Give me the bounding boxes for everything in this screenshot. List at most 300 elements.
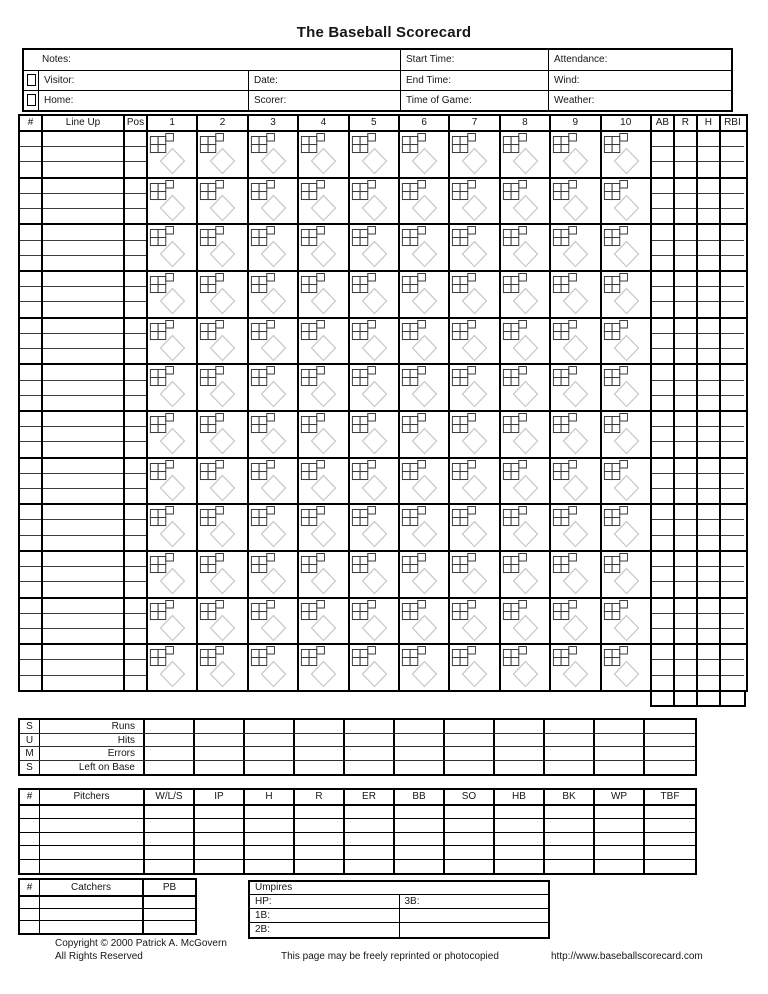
batter-rbi-cell[interactable] [721, 567, 744, 582]
batter-r-cell[interactable] [675, 582, 696, 596]
sums-value-cell[interactable] [545, 761, 595, 775]
at-bat-cell-inning-3[interactable] [249, 459, 299, 504]
pitcher-cell[interactable] [495, 860, 545, 873]
sums-value-cell[interactable] [295, 734, 345, 747]
pitcher-cell[interactable] [445, 860, 495, 873]
batter-ab-cell[interactable] [652, 287, 673, 302]
batter-position-cell[interactable] [125, 520, 146, 535]
at-bat-cell-inning-3[interactable] [249, 319, 299, 364]
pitcher-cell[interactable] [595, 819, 645, 831]
batter-r-cell[interactable] [675, 489, 696, 503]
batter-number-cell[interactable] [20, 412, 41, 427]
at-bat-cell-inning-2[interactable] [198, 365, 248, 410]
batter-number-cell[interactable] [20, 645, 41, 660]
at-bat-cell-inning-7[interactable] [450, 319, 500, 364]
batter-ab-cell[interactable] [652, 162, 673, 176]
time-of-game-field[interactable] [400, 91, 548, 110]
batter-name-cell[interactable] [43, 241, 123, 256]
pitcher-cell[interactable] [445, 846, 495, 858]
at-bat-cell-inning-8[interactable] [501, 225, 551, 270]
at-bat-cell-inning-4[interactable] [299, 179, 349, 224]
at-bat-cell-inning-3[interactable] [249, 365, 299, 410]
batter-h-cell[interactable] [698, 349, 719, 363]
batter-h-cell[interactable] [698, 582, 719, 596]
pitcher-cell[interactable] [20, 846, 40, 858]
batter-h-cell[interactable] [698, 194, 719, 209]
batter-name-cell[interactable] [43, 162, 123, 176]
batter-ab-cell[interactable] [652, 381, 673, 396]
at-bat-cell-inning-9[interactable] [551, 132, 601, 177]
at-bat-cell-inning-7[interactable] [450, 132, 500, 177]
at-bat-cell-inning-5[interactable] [350, 272, 400, 317]
end-time-field[interactable] [400, 71, 548, 90]
pitcher-cell[interactable] [295, 819, 345, 831]
pitcher-cell[interactable] [295, 860, 345, 873]
at-bat-cell-inning-4[interactable] [299, 599, 349, 644]
pitcher-cell[interactable] [645, 806, 695, 818]
batter-r-cell[interactable] [675, 552, 696, 567]
at-bat-cell-inning-4[interactable] [299, 272, 349, 317]
batter-position-cell[interactable] [125, 241, 146, 256]
batter-r-cell[interactable] [675, 179, 696, 194]
batter-position-cell[interactable] [125, 132, 146, 147]
batter-r-cell[interactable] [675, 302, 696, 316]
at-bat-cell-inning-10[interactable] [602, 132, 652, 177]
at-bat-cell-inning-9[interactable] [551, 365, 601, 410]
at-bat-cell-inning-1[interactable] [148, 505, 198, 550]
batter-position-cell[interactable] [125, 459, 146, 474]
pitcher-cell[interactable] [245, 819, 295, 831]
at-bat-cell-inning-6[interactable] [400, 225, 450, 270]
batter-rbi-cell[interactable] [721, 459, 744, 474]
batter-position-cell[interactable] [125, 505, 146, 520]
batter-rbi-cell[interactable] [721, 319, 744, 334]
at-bat-cell-inning-1[interactable] [148, 319, 198, 364]
batter-position-cell[interactable] [125, 489, 146, 503]
at-bat-cell-inning-4[interactable] [299, 412, 349, 457]
pitcher-cell[interactable] [245, 846, 295, 858]
batter-position-cell[interactable] [125, 365, 146, 380]
sums-value-cell[interactable] [595, 761, 645, 775]
pitcher-cell[interactable] [645, 833, 695, 845]
pitcher-cell[interactable] [20, 833, 40, 845]
batter-ab-cell[interactable] [652, 427, 673, 442]
sums-value-cell[interactable] [495, 761, 545, 775]
batter-r-cell[interactable] [675, 474, 696, 489]
batter-r-cell[interactable] [675, 334, 696, 349]
batter-position-cell[interactable] [125, 287, 146, 302]
at-bat-cell-inning-3[interactable] [249, 272, 299, 317]
batter-name-cell[interactable] [43, 582, 123, 596]
batter-number-cell[interactable] [20, 241, 41, 256]
batter-position-cell[interactable] [125, 349, 146, 363]
sums-value-cell[interactable] [395, 720, 445, 733]
sums-value-cell[interactable] [545, 720, 595, 733]
pitcher-cell[interactable] [20, 860, 40, 873]
batter-r-cell[interactable] [675, 319, 696, 334]
batter-h-cell[interactable] [698, 536, 719, 550]
batter-position-cell[interactable] [125, 334, 146, 349]
batter-number-cell[interactable] [20, 287, 41, 302]
at-bat-cell-inning-5[interactable] [350, 412, 400, 457]
batter-name-cell[interactable] [43, 334, 123, 349]
batter-number-cell[interactable] [20, 319, 41, 334]
sums-value-cell[interactable] [395, 734, 445, 747]
batter-number-cell[interactable] [20, 381, 41, 396]
at-bat-cell-inning-8[interactable] [501, 132, 551, 177]
batter-h-cell[interactable] [698, 505, 719, 520]
sums-value-cell[interactable] [595, 734, 645, 747]
pitcher-cell[interactable] [395, 860, 445, 873]
batter-position-cell[interactable] [125, 536, 146, 550]
pitcher-cell[interactable] [295, 833, 345, 845]
attendance-field[interactable] [548, 50, 731, 70]
pitcher-cell[interactable] [345, 806, 395, 818]
at-bat-cell-inning-10[interactable] [602, 599, 652, 644]
batter-position-cell[interactable] [125, 676, 146, 690]
batter-rbi-cell[interactable] [721, 162, 744, 176]
batter-number-cell[interactable] [20, 442, 41, 456]
batter-rbi-cell[interactable] [721, 396, 744, 410]
at-bat-cell-inning-5[interactable] [350, 365, 400, 410]
batter-h-cell[interactable] [698, 412, 719, 427]
at-bat-cell-inning-2[interactable] [198, 552, 248, 597]
batter-ab-cell[interactable] [652, 582, 673, 596]
batter-h-cell[interactable] [698, 599, 719, 614]
batter-ab-cell[interactable] [652, 132, 673, 147]
batter-r-cell[interactable] [675, 567, 696, 582]
pitcher-cell[interactable] [195, 806, 245, 818]
batter-number-cell[interactable] [20, 209, 41, 223]
pitcher-cell[interactable] [195, 819, 245, 831]
batter-number-cell[interactable] [20, 396, 41, 410]
batter-name-cell[interactable] [43, 676, 123, 690]
batter-rbi-cell[interactable] [721, 582, 744, 596]
batter-name-cell[interactable] [43, 272, 123, 287]
sums-value-cell[interactable] [445, 720, 495, 733]
sums-value-cell[interactable] [195, 720, 245, 733]
batter-ab-cell[interactable] [652, 349, 673, 363]
batter-position-cell[interactable] [125, 582, 146, 596]
batter-r-cell[interactable] [675, 442, 696, 456]
batter-name-cell[interactable] [43, 489, 123, 503]
batter-ab-cell[interactable] [652, 225, 673, 240]
at-bat-cell-inning-8[interactable] [501, 319, 551, 364]
batter-ab-cell[interactable] [652, 629, 673, 643]
at-bat-cell-inning-6[interactable] [400, 412, 450, 457]
batter-h-cell[interactable] [698, 645, 719, 660]
at-bat-cell-inning-10[interactable] [602, 505, 652, 550]
batter-rbi-cell[interactable] [721, 489, 744, 503]
2b-umpire-field[interactable] [250, 923, 399, 937]
at-bat-cell-inning-4[interactable] [299, 225, 349, 270]
at-bat-cell-inning-7[interactable] [450, 272, 500, 317]
batter-ab-cell[interactable] [652, 567, 673, 582]
sums-value-cell[interactable] [545, 747, 595, 760]
batter-h-cell[interactable] [698, 614, 719, 629]
batter-number-cell[interactable] [20, 489, 41, 503]
pitcher-cell[interactable] [40, 846, 145, 858]
at-bat-cell-inning-4[interactable] [299, 505, 349, 550]
batter-rbi-cell[interactable] [721, 614, 744, 629]
at-bat-cell-inning-2[interactable] [198, 132, 248, 177]
batter-h-cell[interactable] [698, 459, 719, 474]
batter-rbi-cell[interactable] [721, 272, 744, 287]
at-bat-cell-inning-9[interactable] [551, 645, 601, 690]
batter-position-cell[interactable] [125, 412, 146, 427]
batter-name-cell[interactable] [43, 552, 123, 567]
sums-value-cell[interactable] [195, 734, 245, 747]
batter-ab-cell[interactable] [652, 194, 673, 209]
sums-value-cell[interactable] [145, 734, 195, 747]
at-bat-cell-inning-4[interactable] [299, 319, 349, 364]
batter-ab-cell[interactable] [652, 536, 673, 550]
at-bat-cell-inning-6[interactable] [400, 319, 450, 364]
batter-ab-cell[interactable] [652, 459, 673, 474]
pitcher-cell[interactable] [345, 833, 395, 845]
pitcher-cell[interactable] [595, 846, 645, 858]
pitcher-cell[interactable] [445, 806, 495, 818]
batter-position-cell[interactable] [125, 629, 146, 643]
batter-h-cell[interactable] [698, 396, 719, 410]
batter-position-cell[interactable] [125, 194, 146, 209]
sums-value-cell[interactable] [245, 734, 295, 747]
batter-ab-cell[interactable] [652, 396, 673, 410]
batter-number-cell[interactable] [20, 536, 41, 550]
pitcher-cell[interactable] [545, 819, 595, 831]
batter-number-cell[interactable] [20, 505, 41, 520]
batter-number-cell[interactable] [20, 676, 41, 690]
at-bat-cell-inning-1[interactable] [148, 552, 198, 597]
at-bat-cell-inning-10[interactable] [602, 459, 652, 504]
date-field[interactable] [248, 71, 400, 90]
at-bat-cell-inning-10[interactable] [602, 552, 652, 597]
batter-name-cell[interactable] [43, 614, 123, 629]
at-bat-cell-inning-9[interactable] [551, 552, 601, 597]
batter-name-cell[interactable] [43, 132, 123, 147]
at-bat-cell-inning-10[interactable] [602, 179, 652, 224]
batter-position-cell[interactable] [125, 147, 146, 162]
batter-ab-cell[interactable] [652, 599, 673, 614]
batter-rbi-cell[interactable] [721, 334, 744, 349]
batter-h-cell[interactable] [698, 489, 719, 503]
batter-h-cell[interactable] [698, 660, 719, 675]
batter-ab-cell[interactable] [652, 660, 673, 675]
batter-position-cell[interactable] [125, 381, 146, 396]
at-bat-cell-inning-9[interactable] [551, 319, 601, 364]
batter-position-cell[interactable] [125, 162, 146, 176]
pitcher-cell[interactable] [595, 806, 645, 818]
sums-value-cell[interactable] [145, 720, 195, 733]
sums-value-cell[interactable] [295, 720, 345, 733]
batter-r-cell[interactable] [675, 520, 696, 535]
pitcher-cell[interactable] [645, 819, 695, 831]
batter-rbi-cell[interactable] [721, 552, 744, 567]
at-bat-cell-inning-1[interactable] [148, 645, 198, 690]
batter-rbi-cell[interactable] [721, 599, 744, 614]
at-bat-cell-inning-10[interactable] [602, 365, 652, 410]
batter-rbi-cell[interactable] [721, 520, 744, 535]
batter-h-cell[interactable] [698, 427, 719, 442]
batter-h-cell[interactable] [698, 132, 719, 147]
batter-name-cell[interactable] [43, 319, 123, 334]
batter-number-cell[interactable] [20, 520, 41, 535]
at-bat-cell-inning-4[interactable] [299, 552, 349, 597]
batter-position-cell[interactable] [125, 567, 146, 582]
1b-umpire-field[interactable] [250, 909, 399, 922]
at-bat-cell-inning-7[interactable] [450, 505, 500, 550]
pitcher-cell[interactable] [545, 846, 595, 858]
batter-h-cell[interactable] [698, 365, 719, 380]
at-bat-cell-inning-3[interactable] [249, 179, 299, 224]
at-bat-cell-inning-4[interactable] [299, 132, 349, 177]
batter-rbi-cell[interactable] [721, 179, 744, 194]
at-bat-cell-inning-9[interactable] [551, 412, 601, 457]
at-bat-cell-inning-3[interactable] [249, 505, 299, 550]
batter-h-cell[interactable] [698, 302, 719, 316]
at-bat-cell-inning-6[interactable] [400, 552, 450, 597]
sums-value-cell[interactable] [445, 734, 495, 747]
sums-value-cell[interactable] [645, 734, 695, 747]
batter-h-cell[interactable] [698, 179, 719, 194]
at-bat-cell-inning-4[interactable] [299, 365, 349, 410]
batter-r-cell[interactable] [675, 365, 696, 380]
batter-r-cell[interactable] [675, 209, 696, 223]
batter-h-cell[interactable] [698, 676, 719, 690]
catcher-cell[interactable] [144, 921, 195, 933]
batter-number-cell[interactable] [20, 582, 41, 596]
batter-rbi-cell[interactable] [721, 381, 744, 396]
pitcher-cell[interactable] [495, 833, 545, 845]
at-bat-cell-inning-5[interactable] [350, 599, 400, 644]
batter-number-cell[interactable] [20, 552, 41, 567]
pitcher-cell[interactable] [645, 846, 695, 858]
batter-number-cell[interactable] [20, 302, 41, 316]
batter-h-cell[interactable] [698, 381, 719, 396]
pitcher-cell[interactable] [145, 806, 195, 818]
at-bat-cell-inning-10[interactable] [602, 319, 652, 364]
at-bat-cell-inning-5[interactable] [350, 459, 400, 504]
at-bat-cell-inning-9[interactable] [551, 179, 601, 224]
umpire-extra-field-1[interactable] [399, 909, 549, 922]
sums-value-cell[interactable] [195, 747, 245, 760]
at-bat-cell-inning-9[interactable] [551, 459, 601, 504]
at-bat-cell-inning-10[interactable] [602, 645, 652, 690]
batter-name-cell[interactable] [43, 629, 123, 643]
sums-value-cell[interactable] [395, 761, 445, 775]
total-r-cell[interactable] [675, 692, 698, 705]
at-bat-cell-inning-1[interactable] [148, 179, 198, 224]
batter-name-cell[interactable] [43, 427, 123, 442]
at-bat-cell-inning-3[interactable] [249, 645, 299, 690]
batter-name-cell[interactable] [43, 536, 123, 550]
at-bat-cell-inning-2[interactable] [198, 599, 248, 644]
weather-field[interactable] [548, 91, 731, 110]
at-bat-cell-inning-7[interactable] [450, 459, 500, 504]
batter-h-cell[interactable] [698, 552, 719, 567]
catcher-cell[interactable] [20, 909, 40, 920]
batter-number-cell[interactable] [20, 256, 41, 270]
batter-ab-cell[interactable] [652, 241, 673, 256]
sums-value-cell[interactable] [645, 720, 695, 733]
pitcher-cell[interactable] [195, 860, 245, 873]
batter-ab-cell[interactable] [652, 319, 673, 334]
at-bat-cell-inning-9[interactable] [551, 225, 601, 270]
batter-position-cell[interactable] [125, 179, 146, 194]
pitcher-cell[interactable] [595, 860, 645, 873]
batter-name-cell[interactable] [43, 567, 123, 582]
batter-name-cell[interactable] [43, 194, 123, 209]
catcher-cell[interactable] [20, 921, 40, 933]
batter-ab-cell[interactable] [652, 442, 673, 456]
catcher-cell[interactable] [144, 897, 195, 908]
sums-value-cell[interactable] [245, 761, 295, 775]
at-bat-cell-inning-2[interactable] [198, 179, 248, 224]
at-bat-cell-inning-5[interactable] [350, 179, 400, 224]
pitcher-cell[interactable] [40, 819, 145, 831]
batter-rbi-cell[interactable] [721, 645, 744, 660]
at-bat-cell-inning-7[interactable] [450, 645, 500, 690]
batter-h-cell[interactable] [698, 319, 719, 334]
total-rbi-cell[interactable] [721, 692, 744, 705]
pitcher-cell[interactable] [395, 806, 445, 818]
pitcher-cell[interactable] [495, 819, 545, 831]
pitcher-cell[interactable] [545, 806, 595, 818]
batter-number-cell[interactable] [20, 427, 41, 442]
batter-r-cell[interactable] [675, 427, 696, 442]
catcher-cell[interactable] [40, 897, 144, 908]
batter-number-cell[interactable] [20, 194, 41, 209]
home-field[interactable] [38, 91, 248, 110]
sums-value-cell[interactable] [495, 747, 545, 760]
catcher-cell[interactable] [40, 909, 144, 920]
batter-r-cell[interactable] [675, 660, 696, 675]
at-bat-cell-inning-7[interactable] [450, 225, 500, 270]
batter-ab-cell[interactable] [652, 209, 673, 223]
batter-name-cell[interactable] [43, 645, 123, 660]
batter-name-cell[interactable] [43, 147, 123, 162]
at-bat-cell-inning-8[interactable] [501, 412, 551, 457]
pitcher-cell[interactable] [195, 846, 245, 858]
at-bat-cell-inning-6[interactable] [400, 599, 450, 644]
batter-rbi-cell[interactable] [721, 225, 744, 240]
batter-r-cell[interactable] [675, 241, 696, 256]
batter-rbi-cell[interactable] [721, 147, 744, 162]
pitcher-cell[interactable] [395, 819, 445, 831]
batter-rbi-cell[interactable] [721, 241, 744, 256]
at-bat-cell-inning-1[interactable] [148, 132, 198, 177]
at-bat-cell-inning-2[interactable] [198, 412, 248, 457]
pitcher-cell[interactable] [395, 833, 445, 845]
batter-position-cell[interactable] [125, 319, 146, 334]
batter-number-cell[interactable] [20, 162, 41, 176]
batter-number-cell[interactable] [20, 334, 41, 349]
at-bat-cell-inning-8[interactable] [501, 505, 551, 550]
pitcher-cell[interactable] [145, 833, 195, 845]
batter-position-cell[interactable] [125, 474, 146, 489]
batter-name-cell[interactable] [43, 256, 123, 270]
batter-rbi-cell[interactable] [721, 209, 744, 223]
pitcher-cell[interactable] [245, 860, 295, 873]
sums-value-cell[interactable] [295, 747, 345, 760]
at-bat-cell-inning-6[interactable] [400, 132, 450, 177]
sums-value-cell[interactable] [345, 747, 395, 760]
at-bat-cell-inning-5[interactable] [350, 505, 400, 550]
batter-rbi-cell[interactable] [721, 442, 744, 456]
batter-rbi-cell[interactable] [721, 194, 744, 209]
batter-h-cell[interactable] [698, 287, 719, 302]
at-bat-cell-inning-2[interactable] [198, 505, 248, 550]
